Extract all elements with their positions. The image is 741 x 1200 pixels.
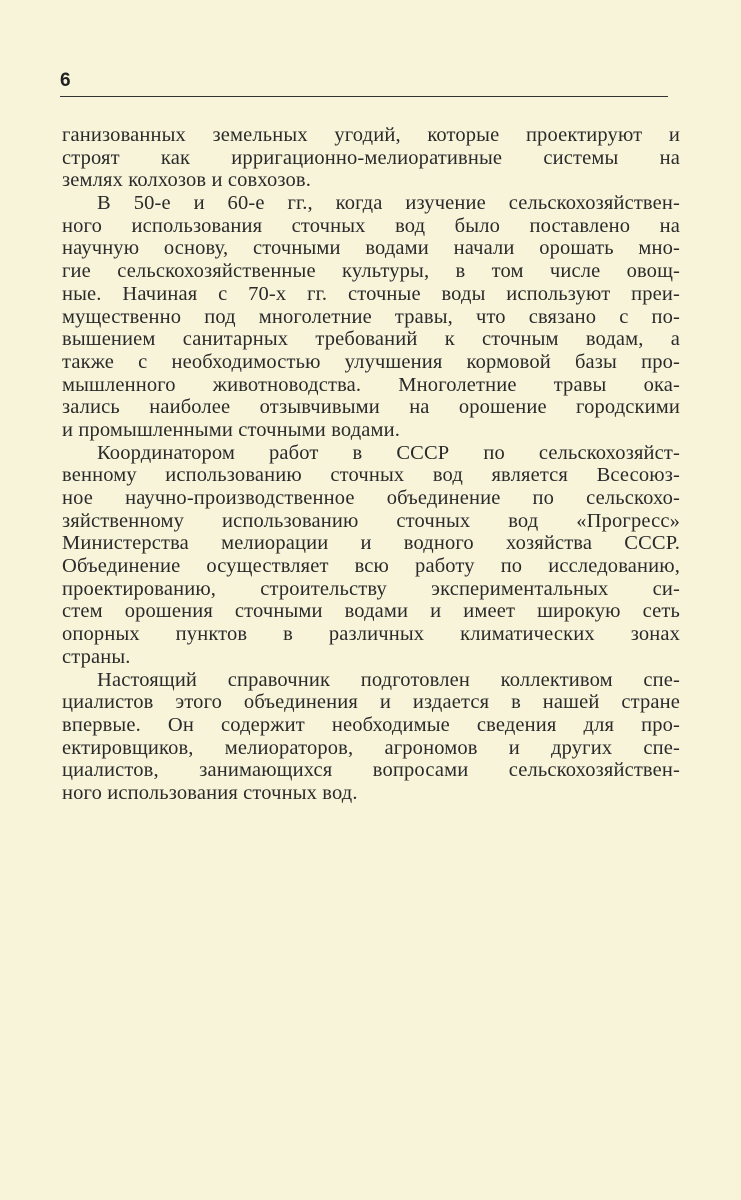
text-line: ного использования сточных вод было поставлено на: [62, 214, 680, 237]
text-line: опорных пунктов в различных климатических зонах: [62, 623, 680, 646]
text-line: Министерства мелиорации и водного хозяйства СССР.: [62, 532, 680, 555]
text-line: ектировщиков, мелиораторов, агрономов и других спе-: [62, 736, 680, 759]
text-line: Настоящий справочник подготовлен коллективом спе-: [97, 668, 680, 691]
body-text: [62, 124, 680, 805]
text-line: и промышленными сточными водами.: [62, 418, 401, 441]
text-line: проектированию, строительству экспериментальных си-: [62, 577, 680, 600]
text-line: впервые. Он содержит необходимые сведения для про-: [62, 713, 680, 736]
text-line: гие сельскохозяйственные культуры, в том числе овощ-: [62, 260, 680, 283]
text-line: землях колхозов и совхозов.: [62, 169, 312, 192]
text-line: страны.: [62, 645, 131, 668]
text-line: ного использования сточных вод.: [62, 781, 358, 804]
text-line: В 50-е и 60-е гг., когда изучение сельскохозяйствен-: [97, 192, 680, 215]
text-line: ганизованных земельных угодий, которые проектируют и: [62, 124, 680, 146]
text-line: также с необходимостью улучшения кормовой базы про-: [62, 350, 680, 373]
text-line: зяйственному использованию сточных вод «Прогресс»: [62, 509, 680, 532]
text-line: циалистов этого объединения и издается в нашей стране: [62, 691, 680, 714]
text-line: стем орошения сточными водами и имеет широкую сеть: [62, 600, 680, 623]
text-line: ное научно-производственное объединение по сельскохо-: [62, 487, 680, 509]
text-line: ные. Начиная с 70-х гг. сточные воды используют преи-: [62, 282, 680, 305]
text-line: мущественно под многолетние травы, что связано с по-: [62, 305, 680, 328]
text-line: научную основу, сточными водами начали орошать мно-: [62, 237, 680, 260]
header-rule: [60, 96, 668, 97]
text-line: венному использованию сточных вод является Всесоюз-: [62, 464, 680, 487]
text-line: Координатором работ в СССР по сельскохозяйст-: [97, 441, 680, 464]
text-line: Объединение осуществляет всю работу по исследованию,: [62, 555, 680, 578]
text-line: вышением санитарных требований к сточным водам, а: [62, 328, 680, 351]
text-line: зались наиболее отзывчивыми на орошение городскими: [62, 396, 680, 419]
text-line: строят как ирригационно-мелиоративные системы на: [62, 146, 680, 169]
page-number: 6: [60, 70, 71, 91]
text-line: мышленного животноводства. Многолетние травы ока-: [62, 373, 680, 396]
text-line: циалистов, занимающихся вопросами сельскохозяйствен-: [62, 759, 680, 782]
